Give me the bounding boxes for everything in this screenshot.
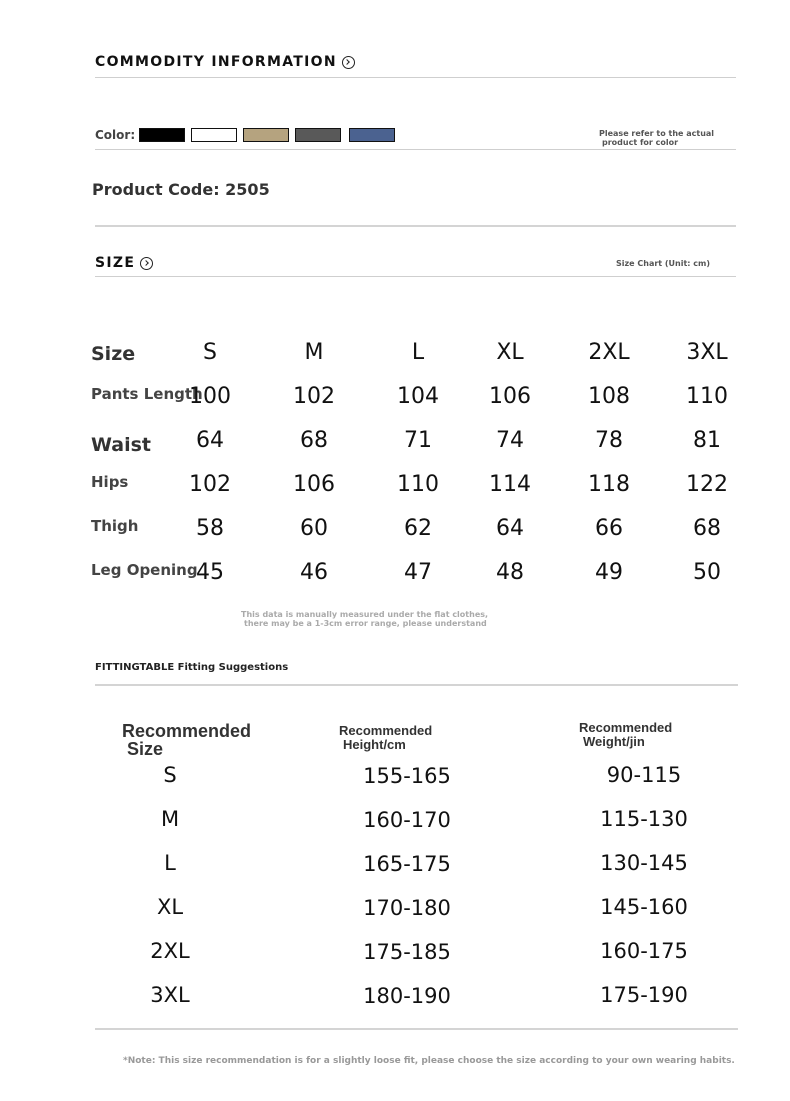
fitting-title: FITTINGTABLE Fitting Suggestions	[95, 662, 289, 673]
fitting-cell-height: 155-165	[363, 764, 451, 788]
rec-height-header	[339, 724, 432, 752]
fitting-cell-height: 175-185	[363, 940, 451, 964]
size-table-cell: 102	[293, 384, 335, 409]
size-table-cell: 60	[300, 516, 328, 541]
size-table-cell: 81	[693, 428, 721, 453]
commodity-info-title	[95, 54, 355, 70]
rec-height-header-line1: Recommended	[339, 723, 433, 738]
product-code: Product Code: 2505	[92, 180, 270, 199]
divider	[95, 149, 736, 150]
chevron-right-circle-icon	[342, 56, 355, 69]
size-table-cell: 64	[196, 428, 224, 453]
size-table-cell: 68	[300, 428, 328, 453]
fitting-cell-size: XL	[156, 895, 184, 919]
fitting-cell-height: 160-170	[363, 808, 451, 832]
size-chart-note: Size Chart (Unit: cm)	[616, 259, 711, 268]
rec-weight-header-line1: Recommended	[579, 720, 673, 735]
size-table-cell: 78	[595, 428, 623, 453]
fitting-cell-weight: 115-130	[600, 807, 688, 831]
color-note	[599, 129, 714, 147]
size-table-cell: 64	[496, 516, 524, 541]
size-row-label: Leg Opening	[91, 561, 198, 579]
fitting-note: *Note: This size recommendation is for a slightly loose fit, please choose the size according to your own wearing habits.	[123, 1056, 735, 1066]
size-table-cell: 48	[496, 560, 524, 585]
size-table-cell: 74	[496, 428, 524, 453]
rec-size-header	[122, 722, 251, 758]
divider	[95, 684, 738, 686]
size-disclaimer-line2: there may be a 1-3cm error range, please understand	[244, 619, 487, 628]
fitting-cell-size: S	[163, 763, 177, 787]
size-table-cell: 47	[404, 560, 432, 585]
color-note-line2: product for color	[602, 138, 679, 147]
size-section-label: SIZE	[95, 255, 136, 271]
fitting-cell-size: 2XL	[150, 939, 190, 963]
color-swatch	[139, 128, 185, 142]
size-table-cell: 106	[293, 472, 335, 497]
divider	[95, 225, 736, 227]
size-table-cell: 58	[196, 516, 224, 541]
color-label: Color:	[95, 128, 136, 142]
color-note-line1: Please refer to the actual	[599, 129, 715, 138]
rec-weight-header	[579, 721, 672, 749]
size-table-cell: 106	[489, 384, 531, 409]
size-table-cell: 50	[693, 560, 721, 585]
divider	[95, 276, 736, 277]
size-table-cell: 110	[686, 384, 728, 409]
fitting-cell-weight: 130-145	[600, 851, 688, 875]
size-table-cell: 102	[189, 472, 231, 497]
fitting-cell-size: 3XL	[150, 983, 190, 1007]
commodity-info-label: COMMODITY INFORMATION	[95, 54, 337, 70]
size-table-cell: 68	[693, 516, 721, 541]
size-table-cell: 62	[404, 516, 432, 541]
size-table-cell: 122	[686, 472, 728, 497]
size-disclaimer-line1: This data is manually measured under the flat clothes,	[241, 610, 489, 619]
rec-size-header-line1: Recommended	[122, 721, 252, 741]
size-column-header: XL	[496, 340, 524, 365]
size-table-cell: 104	[397, 384, 439, 409]
fitting-cell-weight: 175-190	[600, 983, 688, 1007]
color-swatch	[295, 128, 341, 142]
size-column-header: M	[304, 340, 324, 365]
size-column-header: 3XL	[686, 340, 728, 365]
size-table-cell: 100	[189, 384, 231, 409]
size-disclaimer	[241, 610, 488, 628]
size-table-cell: 66	[595, 516, 623, 541]
fitting-cell-size: L	[164, 851, 176, 875]
color-swatch	[349, 128, 395, 142]
fitting-cell-weight: 90-115	[606, 763, 682, 787]
fitting-cell-size: M	[160, 807, 180, 831]
size-table-cell: 71	[404, 428, 432, 453]
size-table-cell: 108	[588, 384, 630, 409]
size-table-cell: 118	[588, 472, 630, 497]
size-column-header: 2XL	[588, 340, 630, 365]
fitting-cell-weight: 145-160	[600, 895, 688, 919]
size-table-cell: 45	[196, 560, 224, 585]
chevron-right-circle-icon	[140, 257, 153, 270]
fitting-cell-height: 180-190	[363, 984, 451, 1008]
rec-height-header-line2: Height/cm	[343, 737, 406, 752]
divider	[95, 77, 736, 78]
fitting-cell-weight: 160-175	[600, 939, 688, 963]
size-column-header: S	[203, 340, 217, 365]
rec-weight-header-line2: Weight/jin	[583, 734, 645, 749]
size-column-header: L	[411, 340, 425, 365]
size-section-title	[95, 255, 153, 271]
size-table-cell: 110	[397, 472, 439, 497]
size-row-label: Pants Length	[91, 385, 203, 403]
fitting-cell-height: 170-180	[363, 896, 451, 920]
color-swatch	[191, 128, 237, 142]
size-row-label: Hips	[91, 473, 129, 491]
size-table-cell: 49	[595, 560, 623, 585]
rec-size-header-line2: Size	[127, 739, 164, 759]
size-row-label: Thigh	[91, 517, 139, 535]
fitting-cell-height: 165-175	[363, 852, 451, 876]
size-row-label: Waist	[91, 434, 152, 456]
size-table-cell: 46	[300, 560, 328, 585]
color-swatch	[243, 128, 289, 142]
size-table-cell: 114	[489, 472, 531, 497]
size-header-label: Size	[91, 343, 136, 365]
divider	[95, 1028, 738, 1030]
